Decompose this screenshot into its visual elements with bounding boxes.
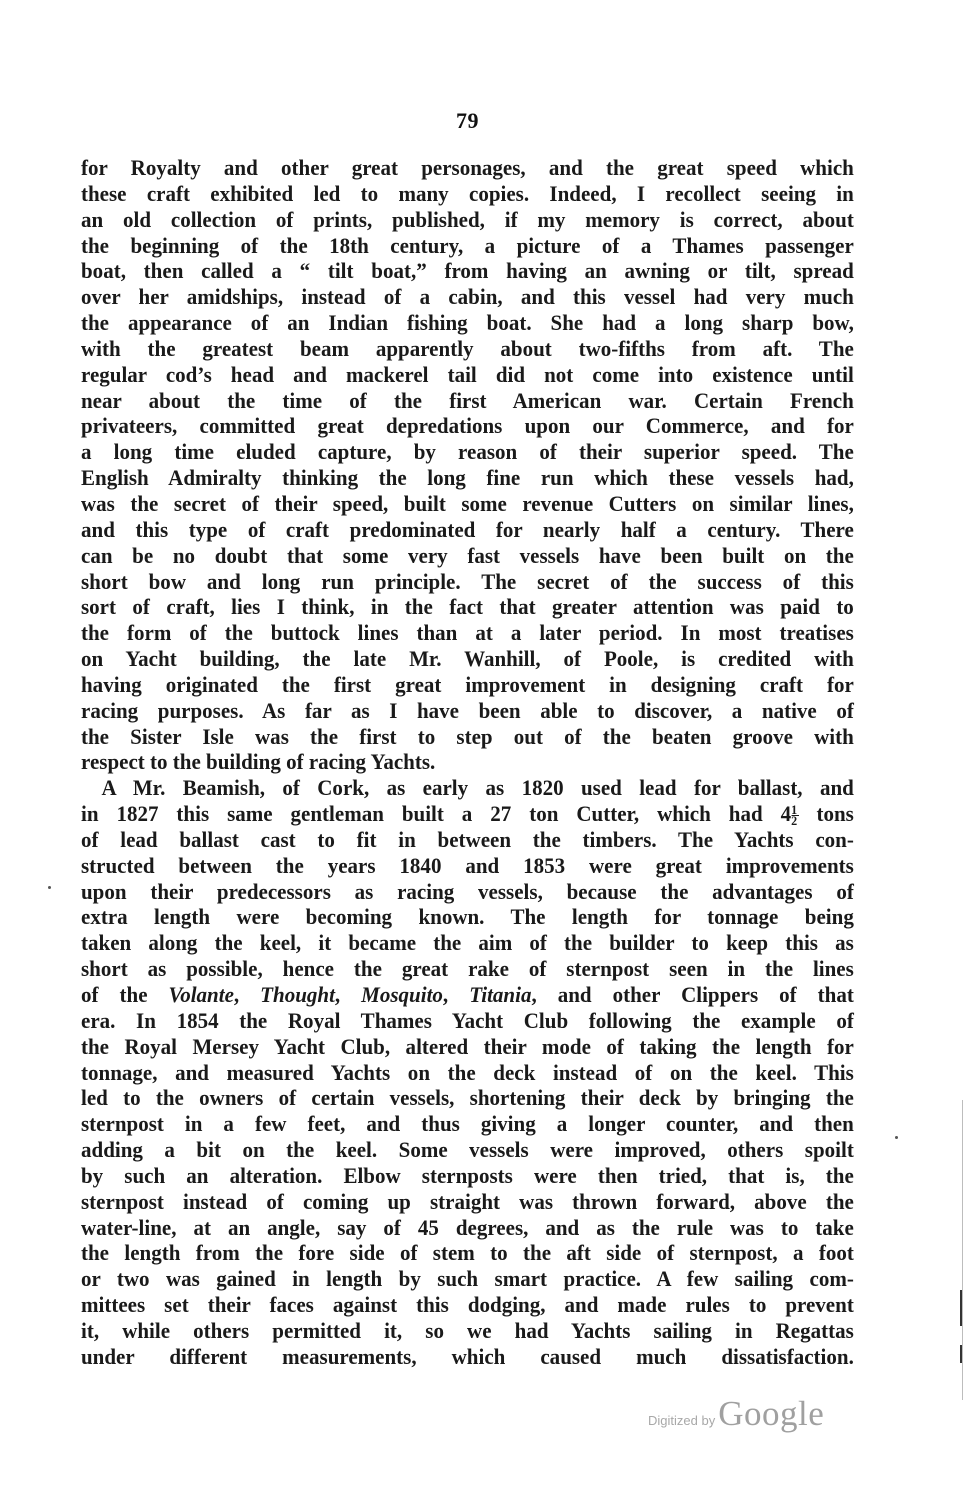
text-line: can be no doubt that some very fast vessels have been built on the bbox=[81, 542, 854, 568]
text-line: a long time eluded capture, by reason of their superior speed. The bbox=[81, 439, 854, 465]
text-line: the form of the buttock lines than at a later period. In most treatises bbox=[81, 620, 854, 646]
text-line: for Royalty and other great personages, and the great speed which bbox=[81, 155, 854, 180]
vessel-name-italic: Mosquito bbox=[361, 982, 443, 1007]
page-number: 79 bbox=[456, 108, 479, 133]
text-line: upon their predecessors as racing vessels, because the advantages of bbox=[81, 878, 854, 904]
text-line: short bow and long run principle. The secret of the success of this bbox=[81, 568, 854, 594]
page-edge-mark bbox=[960, 1345, 962, 1363]
text-line: taken along the keel, it became the aim of the builder to keep this as bbox=[81, 930, 854, 956]
text-line-suffix: , and other Clippers of that bbox=[531, 982, 854, 1007]
scan-speck bbox=[895, 1136, 898, 1139]
vessel-name-italic: Thought bbox=[260, 982, 335, 1007]
text-line: or two was gained in length by such smart practice. A few sailing com- bbox=[81, 1266, 854, 1292]
fraction-numerator: 1 bbox=[791, 802, 798, 818]
text-line: the appearance of an Indian fishing boat. She had a long sharp bow, bbox=[81, 310, 854, 336]
text-line: sternpost in a few feet, and thus giving a longer counter, and then bbox=[81, 1111, 854, 1137]
text-line: the Royal Mersey Yacht Club, altered their mode of taking the length for bbox=[81, 1033, 854, 1059]
digitized-by-google-watermark bbox=[648, 1394, 824, 1434]
text-line: English Admiralty thinking the long fine run which these vessels had, bbox=[81, 465, 854, 491]
text-line-suffix: tons bbox=[798, 801, 854, 827]
text-line-with-italics bbox=[81, 982, 854, 1008]
text-line: and this type of craft predominated for nearly half a century. There bbox=[81, 516, 854, 542]
text-line: privateers, committed great depredations upon our Commerce, and for bbox=[81, 413, 854, 439]
text-line: these craft exhibited led to many copies. Indeed, I recollect seeing in bbox=[81, 180, 854, 206]
text-line: an old collection of prints, published, if my memory is correct, about bbox=[81, 206, 854, 232]
text-line: on Yacht building, the late Mr. Wanhill, of Poole, is credited with bbox=[81, 646, 854, 672]
text-line: mittees set their faces against this dodging, and made rules to prevent bbox=[81, 1292, 854, 1318]
text-line: structed between the years 1840 and 1853 were great improvements bbox=[81, 852, 854, 878]
text-line: boat, then called a “ tilt boat,” from having an awning or tilt, spread bbox=[81, 258, 854, 284]
fraction-denominator: 2 bbox=[791, 813, 798, 829]
watermark-prefix: Digitized by bbox=[648, 1413, 716, 1428]
text-line: the beginning of the 18th century, a picture of a Thames passenger bbox=[81, 232, 854, 258]
text-line-prefix: of the bbox=[81, 982, 169, 1007]
vessel-name-italic: Titania bbox=[469, 982, 532, 1007]
text-line: with the greatest beam apparently about two-fifths from aft. The bbox=[81, 335, 854, 361]
text-line: over her amidships, instead of a cabin, and this vessel had very much bbox=[81, 284, 854, 310]
text-line-page-end: under different measurements, which caused much dissatisfaction. bbox=[81, 1343, 854, 1369]
text-line: of lead ballast cast to fit in between the timbers. The Yachts con- bbox=[81, 826, 854, 852]
vessel-name-italic: Volante bbox=[168, 982, 234, 1007]
text-line: the Sister Isle was the first to step out of the beaten groove with bbox=[81, 723, 854, 749]
page-edge-mark bbox=[960, 1290, 962, 1326]
text-line-paragraph-end: respect to the building of racing Yachts. bbox=[81, 749, 436, 775]
text-line: by such an alteration. Elbow sternposts were then tried, that is, the bbox=[81, 1162, 854, 1188]
text-line-with-fraction bbox=[81, 801, 854, 827]
text-line: led to the owners of certain vessels, shortening their deck by bringing the bbox=[81, 1085, 854, 1111]
text-line: near about the time of the first American war. Certain French bbox=[81, 387, 854, 413]
text-line: water-line, at an angle, say of 45 degrees, and as the rule was to take bbox=[81, 1214, 854, 1240]
page-edge-line bbox=[962, 1100, 963, 1400]
separator: , bbox=[334, 982, 362, 1007]
text-line: the length from the fore side of stem to the aft side of sternpost, a foot bbox=[81, 1240, 854, 1266]
text-line: tonnage, and measured Yachts on the deck instead of on the keel. This bbox=[81, 1059, 854, 1085]
text-line: racing purposes. As far as I have been able to discover, a native of bbox=[81, 697, 854, 723]
text-line: regular cod’s head and mackerel tail did not come into existence until bbox=[81, 361, 854, 387]
text-line-main: in 1827 this same gentleman built a 27 ton Cutter, which had 4 bbox=[81, 801, 792, 827]
fraction-one-half bbox=[791, 802, 798, 829]
text-line: short as possible, hence the great rake of sternpost seen in the lines bbox=[81, 956, 854, 982]
separator: , bbox=[442, 982, 470, 1007]
text-line: it, while others permitted it, so we had Yachts sailing in Regattas bbox=[81, 1317, 854, 1343]
text-line: era. In 1854 the Royal Thames Yacht Club following the example of bbox=[81, 1007, 854, 1033]
text-line: having originated the first great improvement in designing craft for bbox=[81, 671, 854, 697]
text-line: extra length were becoming known. The length for tonnage being bbox=[81, 904, 854, 930]
separator: , bbox=[233, 982, 261, 1007]
google-logo-text: Google bbox=[718, 1394, 825, 1433]
scan-speck bbox=[48, 886, 51, 889]
text-line: adding a bit on the keel. Some vessels were improved, others spoilt bbox=[81, 1137, 854, 1163]
text-line: sort of craft, lies I think, in the fact that greater attention was paid to bbox=[81, 594, 854, 620]
text-line: sternpost instead of coming up straight was thrown forward, above the bbox=[81, 1188, 854, 1214]
body-text bbox=[81, 155, 854, 1370]
text-line-paragraph-start: A Mr. Beamish, of Cork, as early as 1820 used lead for ballast, and bbox=[101, 775, 854, 801]
text-line: was the secret of their speed, built some revenue Cutters on similar lines, bbox=[81, 490, 854, 516]
